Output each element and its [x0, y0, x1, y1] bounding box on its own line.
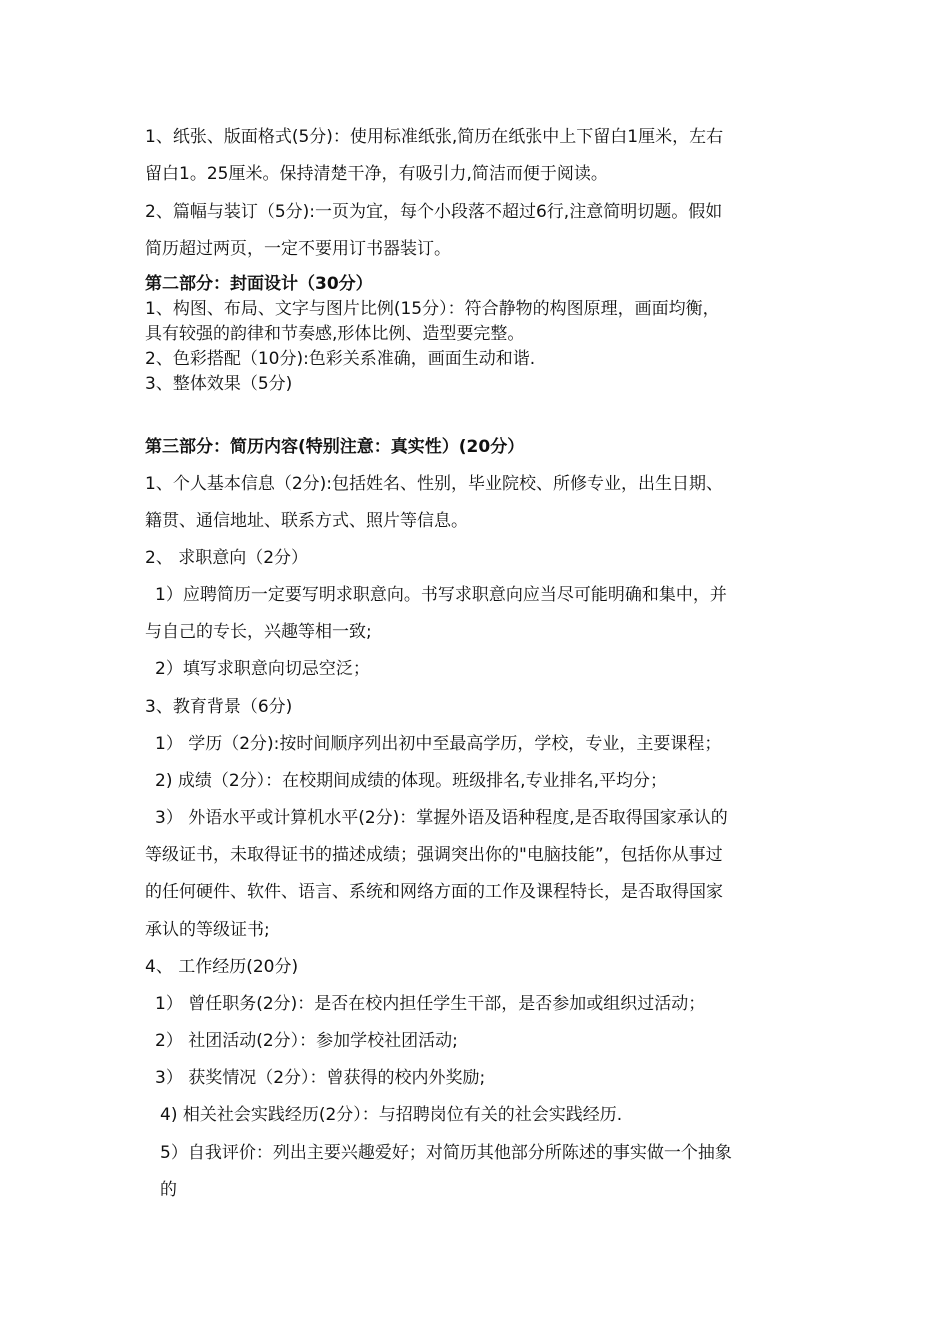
- text-line-16: 2）填写求职意向切忌空泛；: [155, 659, 370, 679]
- text-line-27: 3） 获奖情况（2分）：曾获得的校内外奖励;: [155, 1068, 486, 1088]
- text-line-13: 2、 求职意向（2分）: [145, 548, 309, 568]
- text-line-15: 与自己的专长，兴趣等相一致;: [145, 622, 372, 642]
- text-line-17: 3、教育背景（6分): [145, 697, 293, 717]
- text-line-25: 1） 曾任职务(2分)：是否在校内担任学生干部，是否参加或组织过活动；: [155, 994, 706, 1014]
- text-line-30: 的: [160, 1180, 177, 1200]
- text-line-20: 3） 外语水平或计算机水平(2分)：掌握外语及语种程度,是否取得国家承认的: [155, 808, 728, 828]
- text-line-26: 2） 社团活动(2分）：参加学校社团活动;: [155, 1031, 458, 1051]
- text-line-22: 的任何硬件、软件、语言、系统和网络方面的工作及课程特长，是否取得国家: [145, 882, 723, 902]
- section-heading-part2: 第二部分：封面设计（30分）: [145, 274, 373, 294]
- text-line-23: 承认的等级证书;: [145, 920, 270, 940]
- text-line-24: 4、 工作经历(20分): [145, 957, 299, 977]
- text-line-12: 籍贯、通信地址、联系方式、照片等信息。: [145, 511, 468, 531]
- text-line-6: 1、构图、布局、文字与图片比例(15分）：符合静物的构图原理，画面均衡，: [145, 299, 720, 319]
- text-line-8: 2、色彩搭配（10分):色彩关系准确，画面生动和谐.: [145, 349, 536, 369]
- text-line-21: 等级证书，未取得证书的描述成绩；强调突出你的"电脑技能”，包括你从事过: [145, 845, 723, 865]
- text-line-2: 留白1。25厘米。保持清楚干净，有吸引力,简洁而便于阅读。: [145, 164, 608, 184]
- text-line-3: 2、篇幅与装订（5分):一页为宜，每个小段落不超过6行,注意简明切题。假如: [145, 202, 723, 222]
- text-line-29: 5）自我评价：列出主要兴趣爱好；对简历其他部分所陈述的事实做一个抽象: [160, 1143, 732, 1163]
- text-line-1: 1、纸张、版面格式(5分)：使用标准纸张,简历在纸张中上下留白1厘米，左右: [145, 127, 724, 147]
- text-line-11: 1、个人基本信息（2分):包括姓名、性别，毕业院校、所修专业，出生日期、: [145, 474, 723, 494]
- text-line-18: 1） 学历（2分):按时间顺序列出初中至最高学历，学校，专业，主要课程；: [155, 734, 722, 754]
- text-line-14: 1）应聘简历一定要写明求职意向。书写求职意向应当尽可能明确和集中，并: [155, 585, 727, 605]
- text-line-7: 具有较强的韵律和节奏感,形体比例、造型要完整。: [145, 324, 525, 344]
- text-line-28: 4) 相关社会实践经历(2分）：与招聘岗位有关的社会实践经历.: [160, 1105, 623, 1125]
- section-heading-part3: 第三部分：简历内容(特别注意：真实性）(20分）: [145, 437, 525, 457]
- text-line-9: 3、整体效果（5分): [145, 374, 293, 394]
- text-line-19: 2) 成绩（2分）：在校期间成绩的体现。班级排名,专业排名,平均分；: [155, 771, 667, 791]
- text-line-4: 简历超过两页，一定不要用订书器装订。: [145, 239, 451, 259]
